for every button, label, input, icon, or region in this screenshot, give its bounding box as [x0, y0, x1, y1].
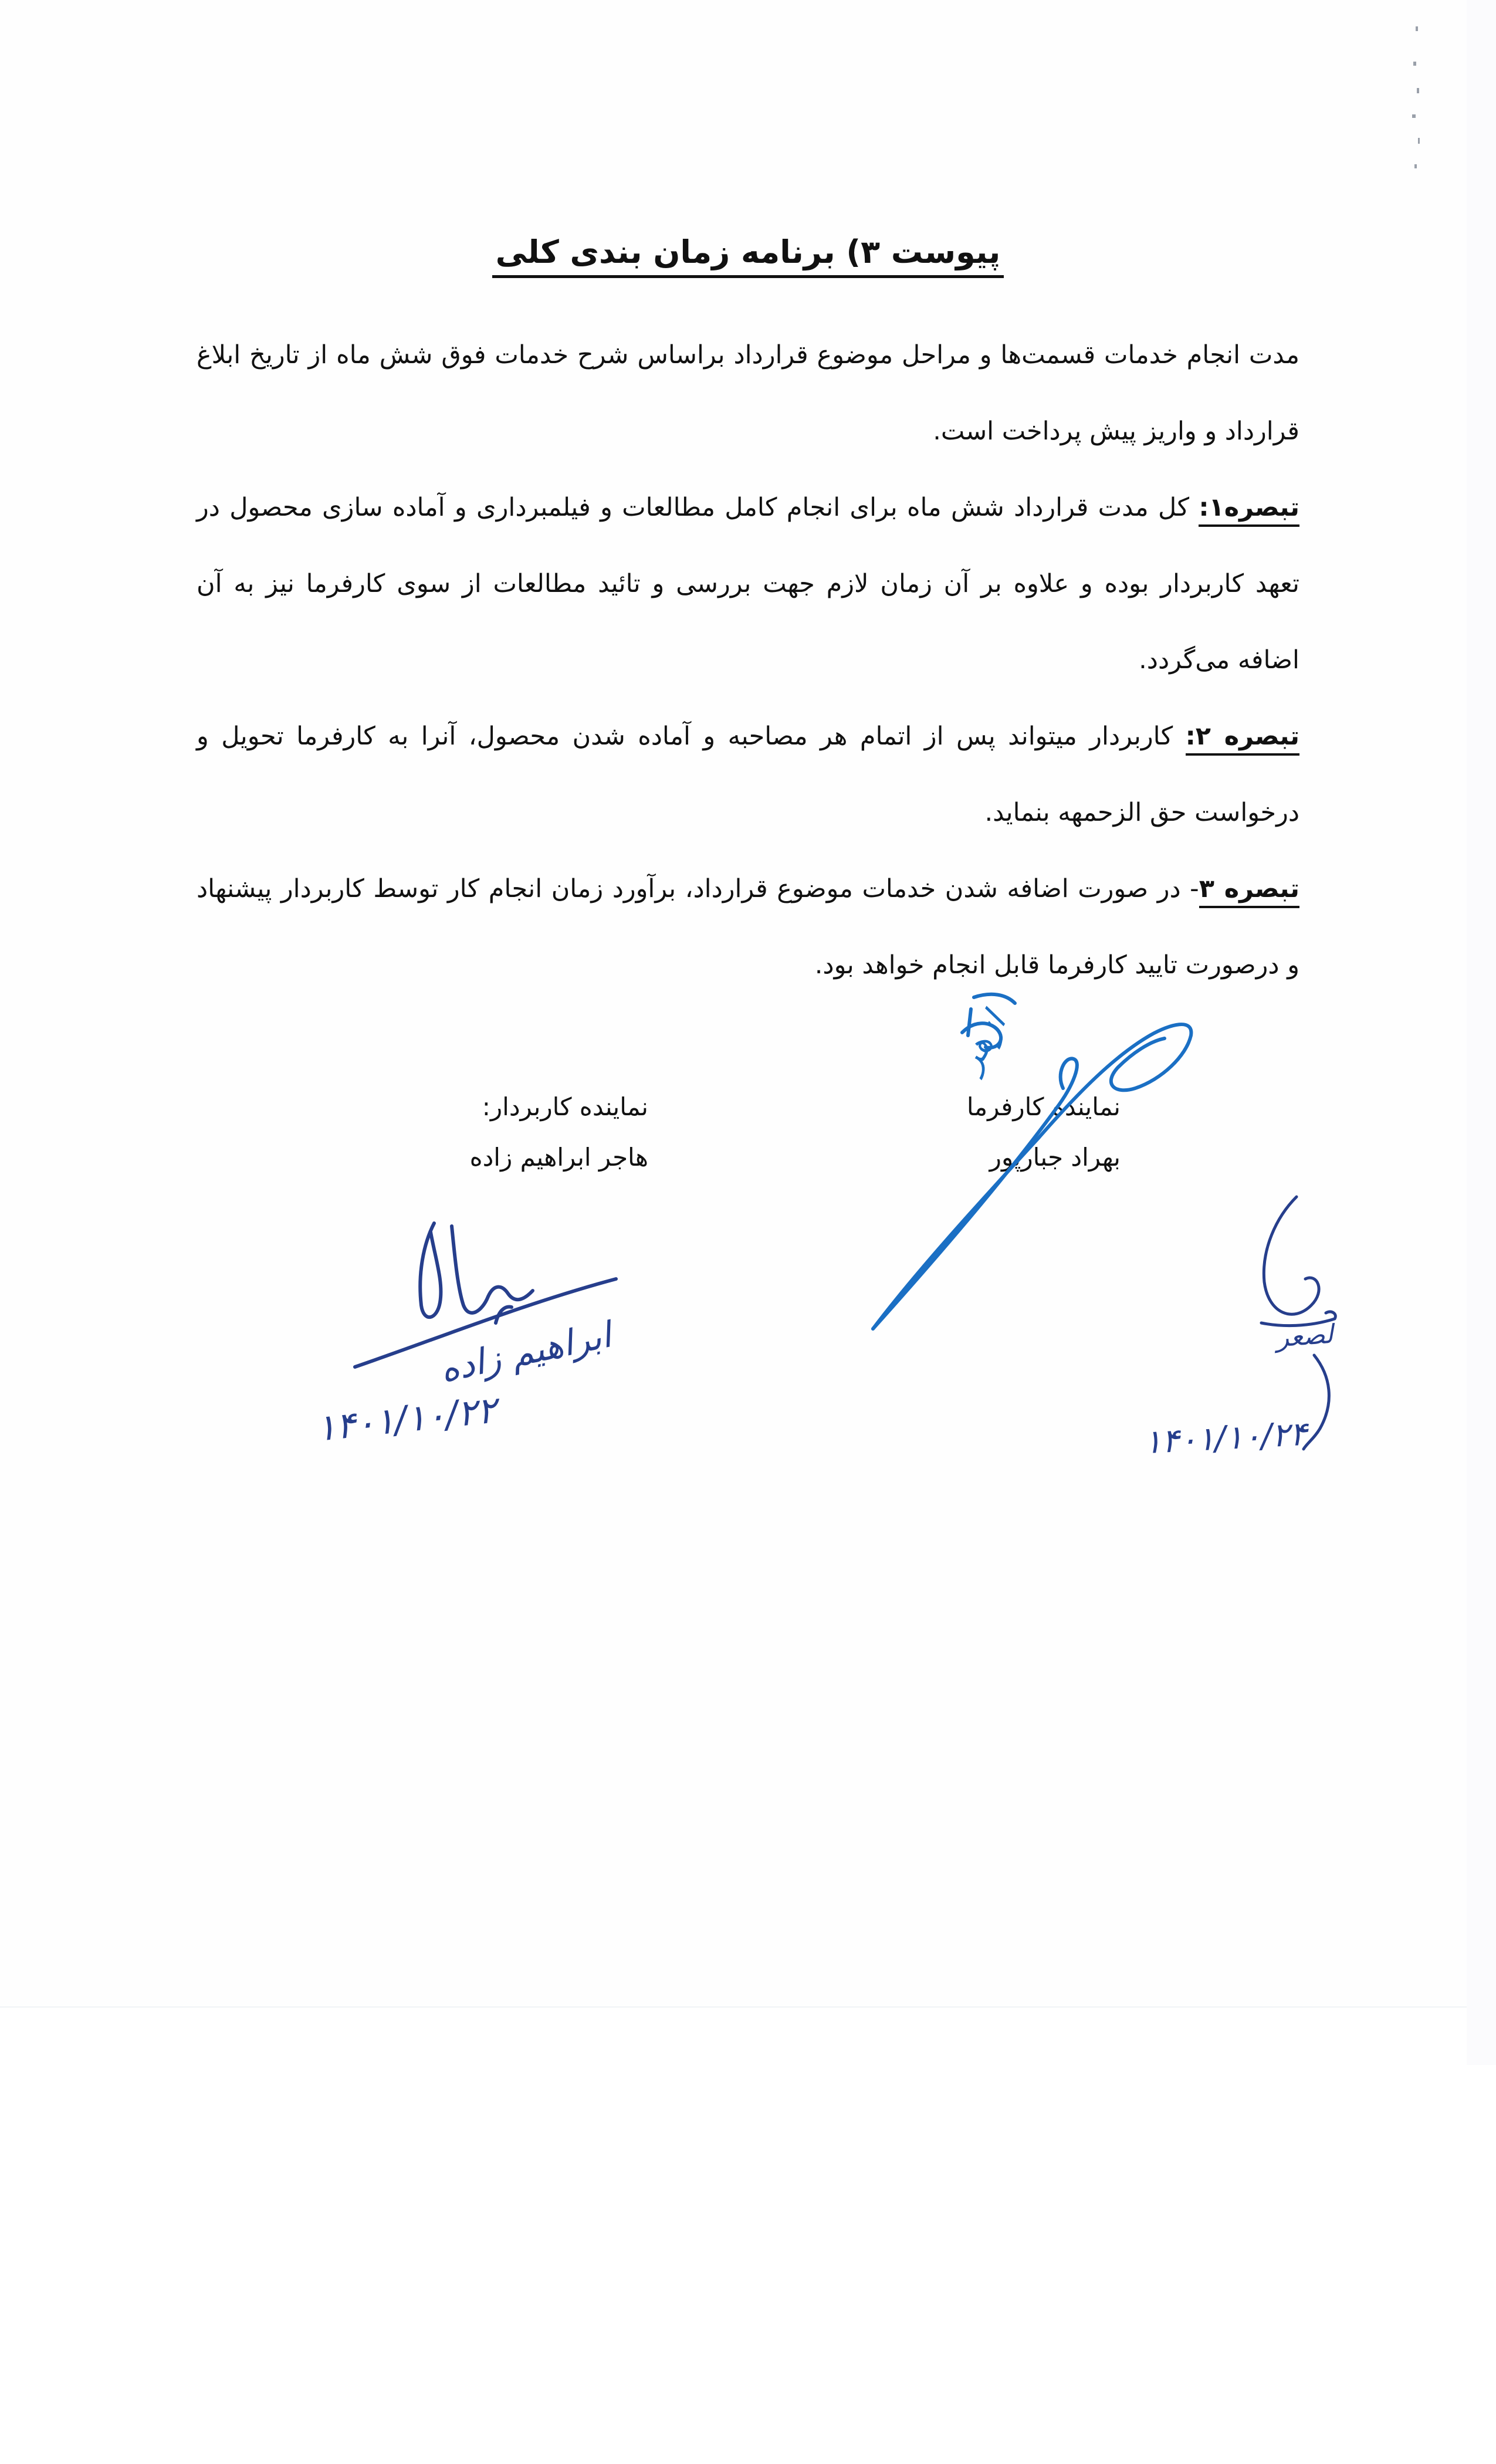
note-2-label: تبصره ۲: [1186, 722, 1299, 756]
employer-role: نماینده کارفرما [966, 1092, 1121, 1121]
handwritten-contractor-name: ابراهیم زاده [436, 1314, 615, 1391]
note-2 [197, 698, 1299, 851]
handwritten-employer-note: ازهر [950, 1006, 1014, 1078]
note-1-label: تبصره۱: [1199, 493, 1299, 527]
employer-name: بهراد جبارپور [989, 1143, 1121, 1172]
note-1 [197, 469, 1299, 698]
handwritten-contractor-date: ۱۴۰۱/۱۰/۲۲ [314, 1388, 499, 1450]
note-2-text: کاربردار میتواند پس از اتمام هر مصاحبه و آماده شدن محصول، آنرا به کارفرما تحویل و درخواست حق الزحمهه بنماید. [197, 722, 1299, 827]
paragraph-duration: مدت انجام خدمات قسمت‌ها و مراحل موضوع قرارداد براساس شرح خدمات فوق شش ماه از تاریخ ابلاغ قرارداد و واریز پیش پرداخت است. [197, 340, 1299, 446]
document-body [197, 317, 1299, 1003]
handwritten-stamp-text: لصعر [1275, 1319, 1335, 1353]
scan-margin-marks [1405, 21, 1429, 185]
scan-edge [1467, 0, 1496, 2065]
title-text: پیوست ۳) برنامه زمان بندی کلی [492, 233, 1004, 278]
note-3 [197, 851, 1299, 1003]
document-title [0, 233, 1496, 270]
handwritten-employer-date: ۱۴۰۱/۱۰/۲۴ [1143, 1414, 1308, 1462]
contractor-role: نماینده کاربردار: [482, 1092, 648, 1121]
contractor-name: هاجر ابراهیم زاده [469, 1143, 648, 1172]
note-3-label: تبصره ۳ [1199, 874, 1299, 908]
note-3-text: - در صورت اضافه شدن خدمات موضوع قرارداد، برآورد زمان انجام کار توسط کاربردار پیشنهاد و درصورت تایید کارفرما قابل انجام خواهد بود. [197, 874, 1299, 980]
note-1-text: کل مدت قرارداد شش ماه برای انجام کامل مطالعات و فیلمبرداری و آماده سازی محصول در تعهد کاربردار بوده و علاوه بر آن زمان لازم جهت بررسی و تائید مطالعات از سوی کارفرما نیز به آن اضافه می‌گردد. [197, 493, 1299, 675]
